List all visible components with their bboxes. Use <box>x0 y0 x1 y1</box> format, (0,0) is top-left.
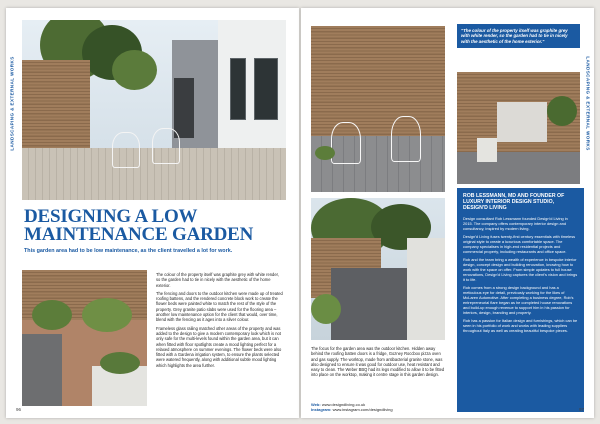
instagram-link[interactable]: www.instagram.com/designdliving <box>332 407 393 412</box>
body-paragraph: The focus for the garden area was the outdoor kitchen. Hidden away behind the roofing batten doors is a fridge, Gozney Roccbox pizza oven and gas supply. The worktop, made from antibacterial granite stone, was also designed to ensure it was good for outdoor use, heat resistant and easy to clean. The Weber BBQ had its legs modified to allow it to be fitted into place on the worktop, making it centre stage in this garden design. <box>311 346 445 378</box>
left-body-text <box>156 272 284 371</box>
info-paragraph: Rob comes from a strong design background and has a meticulous eye for detail, previously working for the likes of McLaren Automotive. After completing a business degree, Rob's entrepreneurial flare began as he completed house renovations and build-up enough revenue to support him in his passion for interiors, design, branding and property. <box>463 284 574 315</box>
planter-bed-photo <box>22 270 147 406</box>
info-paragraph: Rob has a passion for Italian design and furnishings, which can be seen in his portfolio of work and works with leading suppliers throughout Italy as well as creating beautiful bespoke pieces. <box>463 317 578 333</box>
info-paragraph: Rob and the team bring a wealth of experience in bespoke interior design, concept design and building renovation, knowing how to work with the space on offer. From simple updates to full house renovations, Design'd Living captures the client's vision and brings it to life. <box>463 256 578 282</box>
outdoor-kitchen-photo <box>457 72 580 184</box>
contact-links <box>311 402 451 412</box>
right-body-text <box>311 346 445 381</box>
info-paragraph: Design'd Living fuses twenty-first century essentials with timeless original style to create a luxurious comfortable space. The company specialises in high-end residential projects and commercial property, including restaurants and office space. <box>463 233 576 254</box>
body-paragraph: The colour of the property itself was graphite grey with white render, so the garden had to tie in nicely with the aesthetic of the home exterior. <box>156 272 279 288</box>
headline: DESIGNING A LOW MAINTENANCE GARDEN <box>24 206 254 245</box>
info-paragraph: Design consultant Rob Lessmann founded Design'd Living in 2015. The company offers contemporary interior design and consultancy, inspired by modern living. <box>463 215 568 231</box>
subheading: This garden area had to be low maintenance, as the client travelled a lot for work. <box>24 248 233 254</box>
founder-info-box <box>457 188 584 412</box>
web-link[interactable]: www.designdliving.co.uk <box>321 402 366 407</box>
body-paragraph: The fencing and doors to the outdoor kitchen were made up of treated roofing battens, and the rendered concrete block work to create the flower beds were painted white to match the rest of the style of the property. Grey granite patio slabs were used for the flooring area – another low maintenance option for the client that would, over time, blend with the fencing as it ages into a silver colour. <box>156 290 283 323</box>
info-box-title: ROB LESSMANN, MD AND FOUNDER OF LUXURY INTERIOR DESIGN STUDIO, DESIGN'D LIVING <box>463 193 565 212</box>
instagram-line <box>311 407 451 412</box>
outdoor-seating-photo <box>311 26 445 192</box>
hero-garden-photo <box>22 20 286 200</box>
right-page <box>301 8 594 418</box>
left-page <box>6 8 299 418</box>
right-side-label: LANDSCAPING & EXTERNAL WORKS <box>585 55 591 151</box>
left-page-number: 96 <box>16 407 22 412</box>
instagram-label: Instagram: <box>311 407 332 412</box>
garden-steps-photo <box>311 198 445 340</box>
body-paragraph: Frameless glass railing matched other areas of the property and was added to the design to give a modern contemporary look which is not only safe for the multi-levels found within the garden area, but it can when fitted with floor spotlights create a mood lighting perfect for a relaxed atmosphere on summer evenings. The flower beds were also fitted with a Gardena irrigation system, to ensure the plants selected were watered frequently, along with additional subtle mood lighting which highlights the area further. <box>156 325 282 368</box>
left-side-label: LANDSCAPING & EXTERNAL WORKS <box>9 55 15 151</box>
web-label: Web: <box>311 402 321 407</box>
right-page-number: 97 <box>578 407 584 412</box>
pull-quote: "The colour of the property itself was graphite grey with white render, so the garden had to tie in nicely with the aesthetic of the home exterior." <box>457 24 580 48</box>
